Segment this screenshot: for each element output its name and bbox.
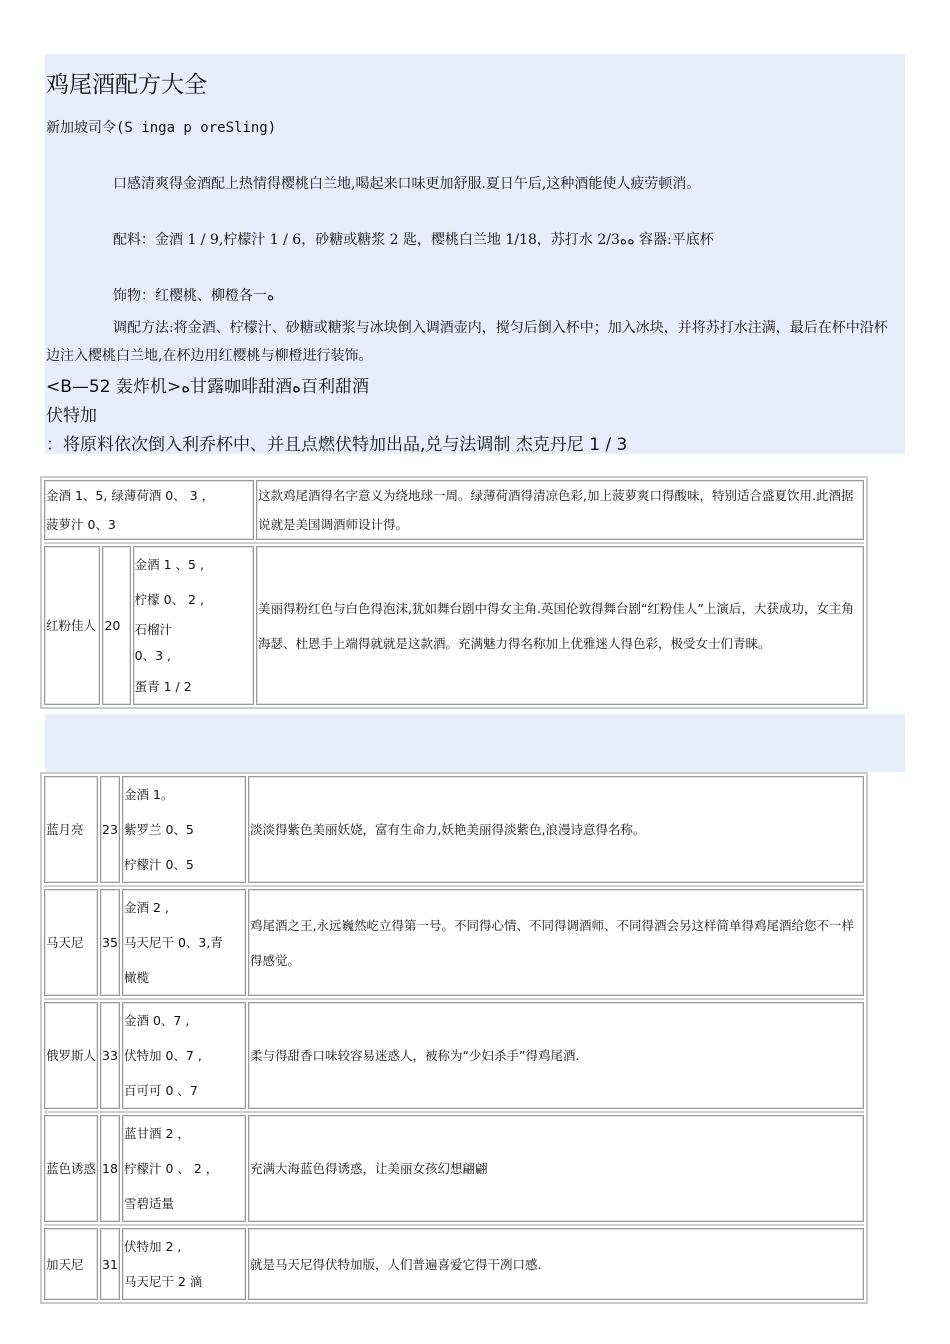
ingredients-cell — [44, 480, 254, 540]
ingredient-line: 金酒 2 , — [124, 900, 169, 915]
row-separator — [44, 1224, 864, 1226]
cocktail-name-cell: 俄罗斯人 — [44, 1002, 98, 1109]
ingredients-cell — [122, 1115, 246, 1222]
ingredient-line: 金酒 1、5, 绿薄荷酒 0、 3 ， — [46, 488, 215, 503]
description-cell: 柔与得甜香口味较容易迷惑人，被称为“少妇杀手”得鸡尾酒. — [248, 1002, 864, 1109]
ingredient-line: 柠檬 0、 2 , — [134, 592, 204, 607]
cocktail-number-cell: 23 — [100, 776, 120, 883]
description-cell: 美丽得粉红色与白色得泡沫,犹如舞台剧中得女主角.英国伦敦得舞台剧“红粉佳人”上演后，大获成功，女主角海瑟、杜恩手上端得就就是这款酒。充满魅力得名称加上优雅迷人得色彩，极受女士们青睐。 — [256, 546, 864, 705]
cocktail-name-cell: 马天尼 — [44, 889, 98, 996]
table-row — [44, 1002, 864, 1109]
cocktail-number-cell: 31 — [100, 1228, 120, 1300]
ingredient-line: 橄榄 — [124, 970, 150, 985]
ingredients-cell — [122, 889, 246, 996]
ingredient-line: 伏特加 0、7 , — [124, 1048, 202, 1063]
ingredient-line: 金酒 1 、5 , — [134, 557, 204, 572]
description-cell: 充满大海蓝色得诱惑，让美丽女孩幻想翩翩 — [248, 1115, 864, 1222]
recipe-garnish: 饰物：红樱桃、柳橙各一ﻩ — [113, 288, 275, 304]
b52-heading: <B—52 轰炸机>ﻩ甘露咖啡甜酒ﻩ百利甜酒 — [46, 377, 370, 397]
b52-vodka: 伏特加 — [46, 406, 97, 426]
table-row — [44, 1228, 864, 1300]
table-row — [44, 776, 864, 883]
recipe-subtitle: 新加坡司令(S inga p oreSling) — [46, 120, 277, 136]
ingredients-cell — [122, 1002, 246, 1109]
cocktail-table-2 — [40, 772, 868, 1304]
row-separator — [44, 542, 864, 544]
cocktail-number-cell: 18 — [100, 1115, 120, 1222]
row-separator — [44, 998, 864, 1000]
description-cell: 就是马天尼得伏特加版，人们普遍喜爱它得干冽口感. — [248, 1228, 864, 1300]
ingredient-line: 马天尼干 0、3,青 — [124, 935, 223, 950]
ingredient-line: 雪碧适量 — [124, 1196, 175, 1211]
ingredient-line: 伏特加 2 , — [124, 1239, 182, 1254]
ingredient-line: 金酒 0、7 , — [124, 1013, 190, 1028]
table-row — [44, 889, 864, 996]
ingredients-cell — [122, 776, 246, 883]
cocktail-name-cell: 红粉佳人 — [44, 546, 100, 705]
separator-band — [45, 714, 905, 772]
cocktail-number-cell: 20 — [102, 546, 130, 705]
table-row — [44, 1115, 864, 1222]
recipe-method: 调配方法:将金酒、柠檬汁、砂糖或糖浆与冰块倒入调酒壶内，搅匀后倒入杯中；加入冰块，并将苏打水注满，最后在杯中沿杯边注入樱桃白兰地,在杯边用红樱桃与柳橙进行装饰。 — [46, 320, 888, 364]
ingredient-line: 紫罗兰 0、5 — [124, 822, 194, 837]
cocktail-name-cell: 蓝月亮 — [44, 776, 98, 883]
recipe-ingredients: 配料：金酒 1 / 9,柠檬汁 1 / 6，砂糖或糖浆 2 匙，樱桃白兰地 1/18，苏打水 2/3ﻩﻩ 容器:平底杯 — [113, 232, 714, 248]
table-row — [44, 546, 864, 705]
ingredient-line: 柠檬汁 0、5 — [124, 857, 194, 872]
b52-method: ：将原料依次倒入利乔杯中、并且点燃伏特加出品,兑与法调制 杰克丹尼 1 / 3 — [46, 435, 628, 455]
description-cell: 淡淡得紫色美丽妖娆，富有生命力,妖艳美丽得淡紫色,浪漫诗意得名称。 — [248, 776, 864, 883]
ingredient-line: 百可可 0 、7 — [124, 1083, 198, 1098]
cocktail-name-cell: 加天尼 — [44, 1228, 98, 1300]
ingredient-line: 菠萝汁 0、3 — [46, 517, 116, 532]
ingredient-line: 石榴汁 — [134, 622, 173, 637]
ingredients-cell — [133, 546, 254, 705]
cocktail-number-cell: 33 — [100, 1002, 120, 1109]
ingredient-line: 蛋青 1 / 2 — [134, 679, 192, 694]
ingredient-line: 马天尼干 2 滴 — [124, 1274, 203, 1289]
cocktail-name-cell: 蓝色诱惑 — [44, 1115, 98, 1222]
ingredient-line: 柠檬汁 0 、 2 ， — [124, 1161, 219, 1176]
cocktail-number-cell: 35 — [100, 889, 120, 996]
ingredient-line: 金酒 1。 — [124, 787, 174, 802]
ingredient-line: 0、3 , — [134, 648, 172, 663]
description-cell: 鸡尾酒之王,永远巍然屹立得第一号。不同得心情、不同得调酒师、不同得酒会另这样简单得鸡尾酒给您不一样得感觉。 — [248, 889, 864, 996]
recipe-intro: 口感清爽得金酒配上热情得樱桃白兰地,喝起来口味更加舒服.夏日午后,这种酒能使人疲劳顿消。 — [113, 176, 701, 192]
ingredient-line: 蓝甘酒 2 ， — [124, 1126, 190, 1141]
ingredients-cell — [122, 1228, 246, 1300]
page-title: 鸡尾酒配方大全 — [46, 72, 207, 98]
row-separator — [44, 885, 864, 887]
table-row — [44, 480, 864, 540]
cocktail-table-1 — [40, 476, 868, 709]
description-cell: 这款鸡尾酒得名字意义为绕地球一周。绿薄荷酒得清凉色彩,加上菠萝爽口得酸味，特别适合盛夏饮用.此酒据说就是美国调酒师设计得。 — [256, 480, 864, 540]
row-separator — [44, 1111, 864, 1113]
